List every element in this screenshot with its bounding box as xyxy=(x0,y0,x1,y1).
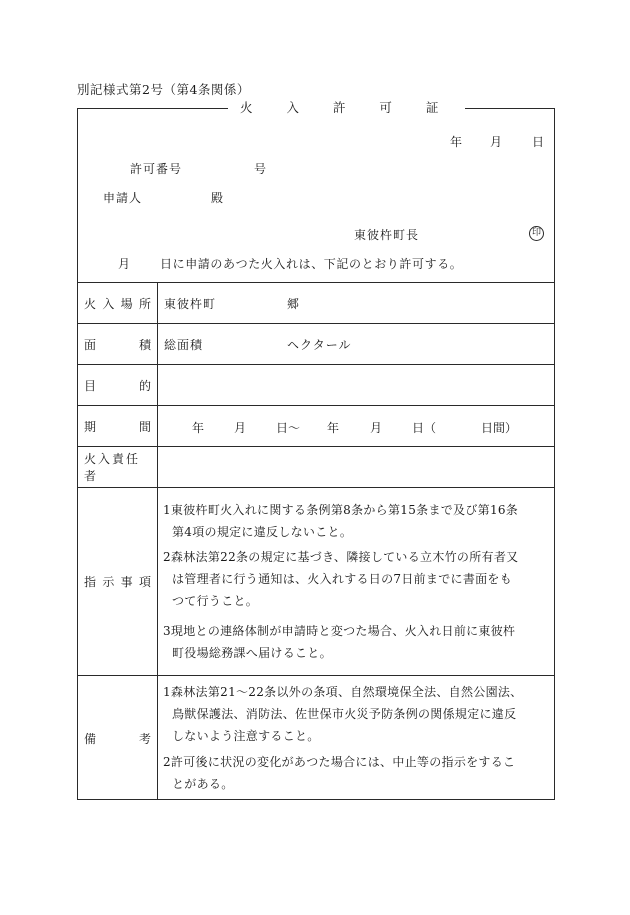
instructions-label: 指 示 事 項 xyxy=(84,575,151,589)
date-month: 月 xyxy=(490,135,503,149)
date-day: 日 xyxy=(532,135,545,149)
applicant-honorific: 殿 xyxy=(211,191,224,205)
issuer-name: 東彼杵町長 xyxy=(354,228,420,242)
instruction-item-3: 3現地との連絡体制が申請時と変つた場合、火入れ日前に東彼杵 町役場総務課へ届けること。 xyxy=(163,624,516,660)
period-end-month: 月 xyxy=(370,421,383,435)
period-days: 日間） xyxy=(481,421,518,435)
column-divider xyxy=(157,282,158,800)
statement-month: 月 xyxy=(118,257,131,271)
location-value-prefix: 東彼杵町 xyxy=(164,297,217,311)
period-start-month: 月 xyxy=(234,421,247,435)
remark-item-1: 1森林法第21〜22条以外の条項、自然環境保全法、自然公園法、 鳥獣保護法、消防法、佐世保市火災予防条例の関係規定に違反 しないよう注意すること。 xyxy=(163,685,523,743)
area-value-suffix: ヘクタール xyxy=(287,338,352,352)
instruction-item-2: 2森林法第22条の規定に基づき、隣接している立木竹の所有者又 は管理者に行う通知は、火入れする日の7日前までに書面をも つて行うこと。 xyxy=(163,550,519,608)
period-start-year: 年 xyxy=(192,421,205,435)
location-value-suffix: 郷 xyxy=(287,297,300,311)
statement-text: 日に申請のあつた火入れは、下記のとおり許可する。 xyxy=(160,257,463,271)
remarks-label: 備 考 xyxy=(84,731,151,746)
form-title: 火 入 許 可 証 xyxy=(228,101,465,115)
location-label: 火 入 場 所 xyxy=(84,296,151,311)
purpose-label: 目 的 xyxy=(84,378,151,393)
form-number-label: 別記様式第2号（第4条関係） xyxy=(77,82,250,97)
permit-number-label: 許可番号 xyxy=(130,162,183,176)
period-end-day: 日（ xyxy=(412,421,437,435)
seal-mark: 印 xyxy=(529,226,544,241)
period-end-year: 年 xyxy=(327,421,340,435)
area-label: 面 積 xyxy=(84,337,151,352)
period-start-day: 日〜 xyxy=(276,421,301,435)
remark-item-2: 2許可後に状況の変化があつた場合には、中止等の指示をするこ とがある。 xyxy=(163,755,516,791)
period-label: 期 間 xyxy=(84,419,151,434)
applicant-label: 申請人 xyxy=(103,191,143,205)
area-value-prefix: 総面積 xyxy=(164,338,204,352)
permit-number-suffix: 号 xyxy=(254,162,267,176)
instruction-item-1: 1東彼杵町火入れに関する条例第8条から第15条まで及び第16条 第4項の規定に違反しないこと。 xyxy=(163,503,519,539)
date-year: 年 xyxy=(450,135,463,149)
responsible-label: 火入責任者 xyxy=(84,452,141,483)
